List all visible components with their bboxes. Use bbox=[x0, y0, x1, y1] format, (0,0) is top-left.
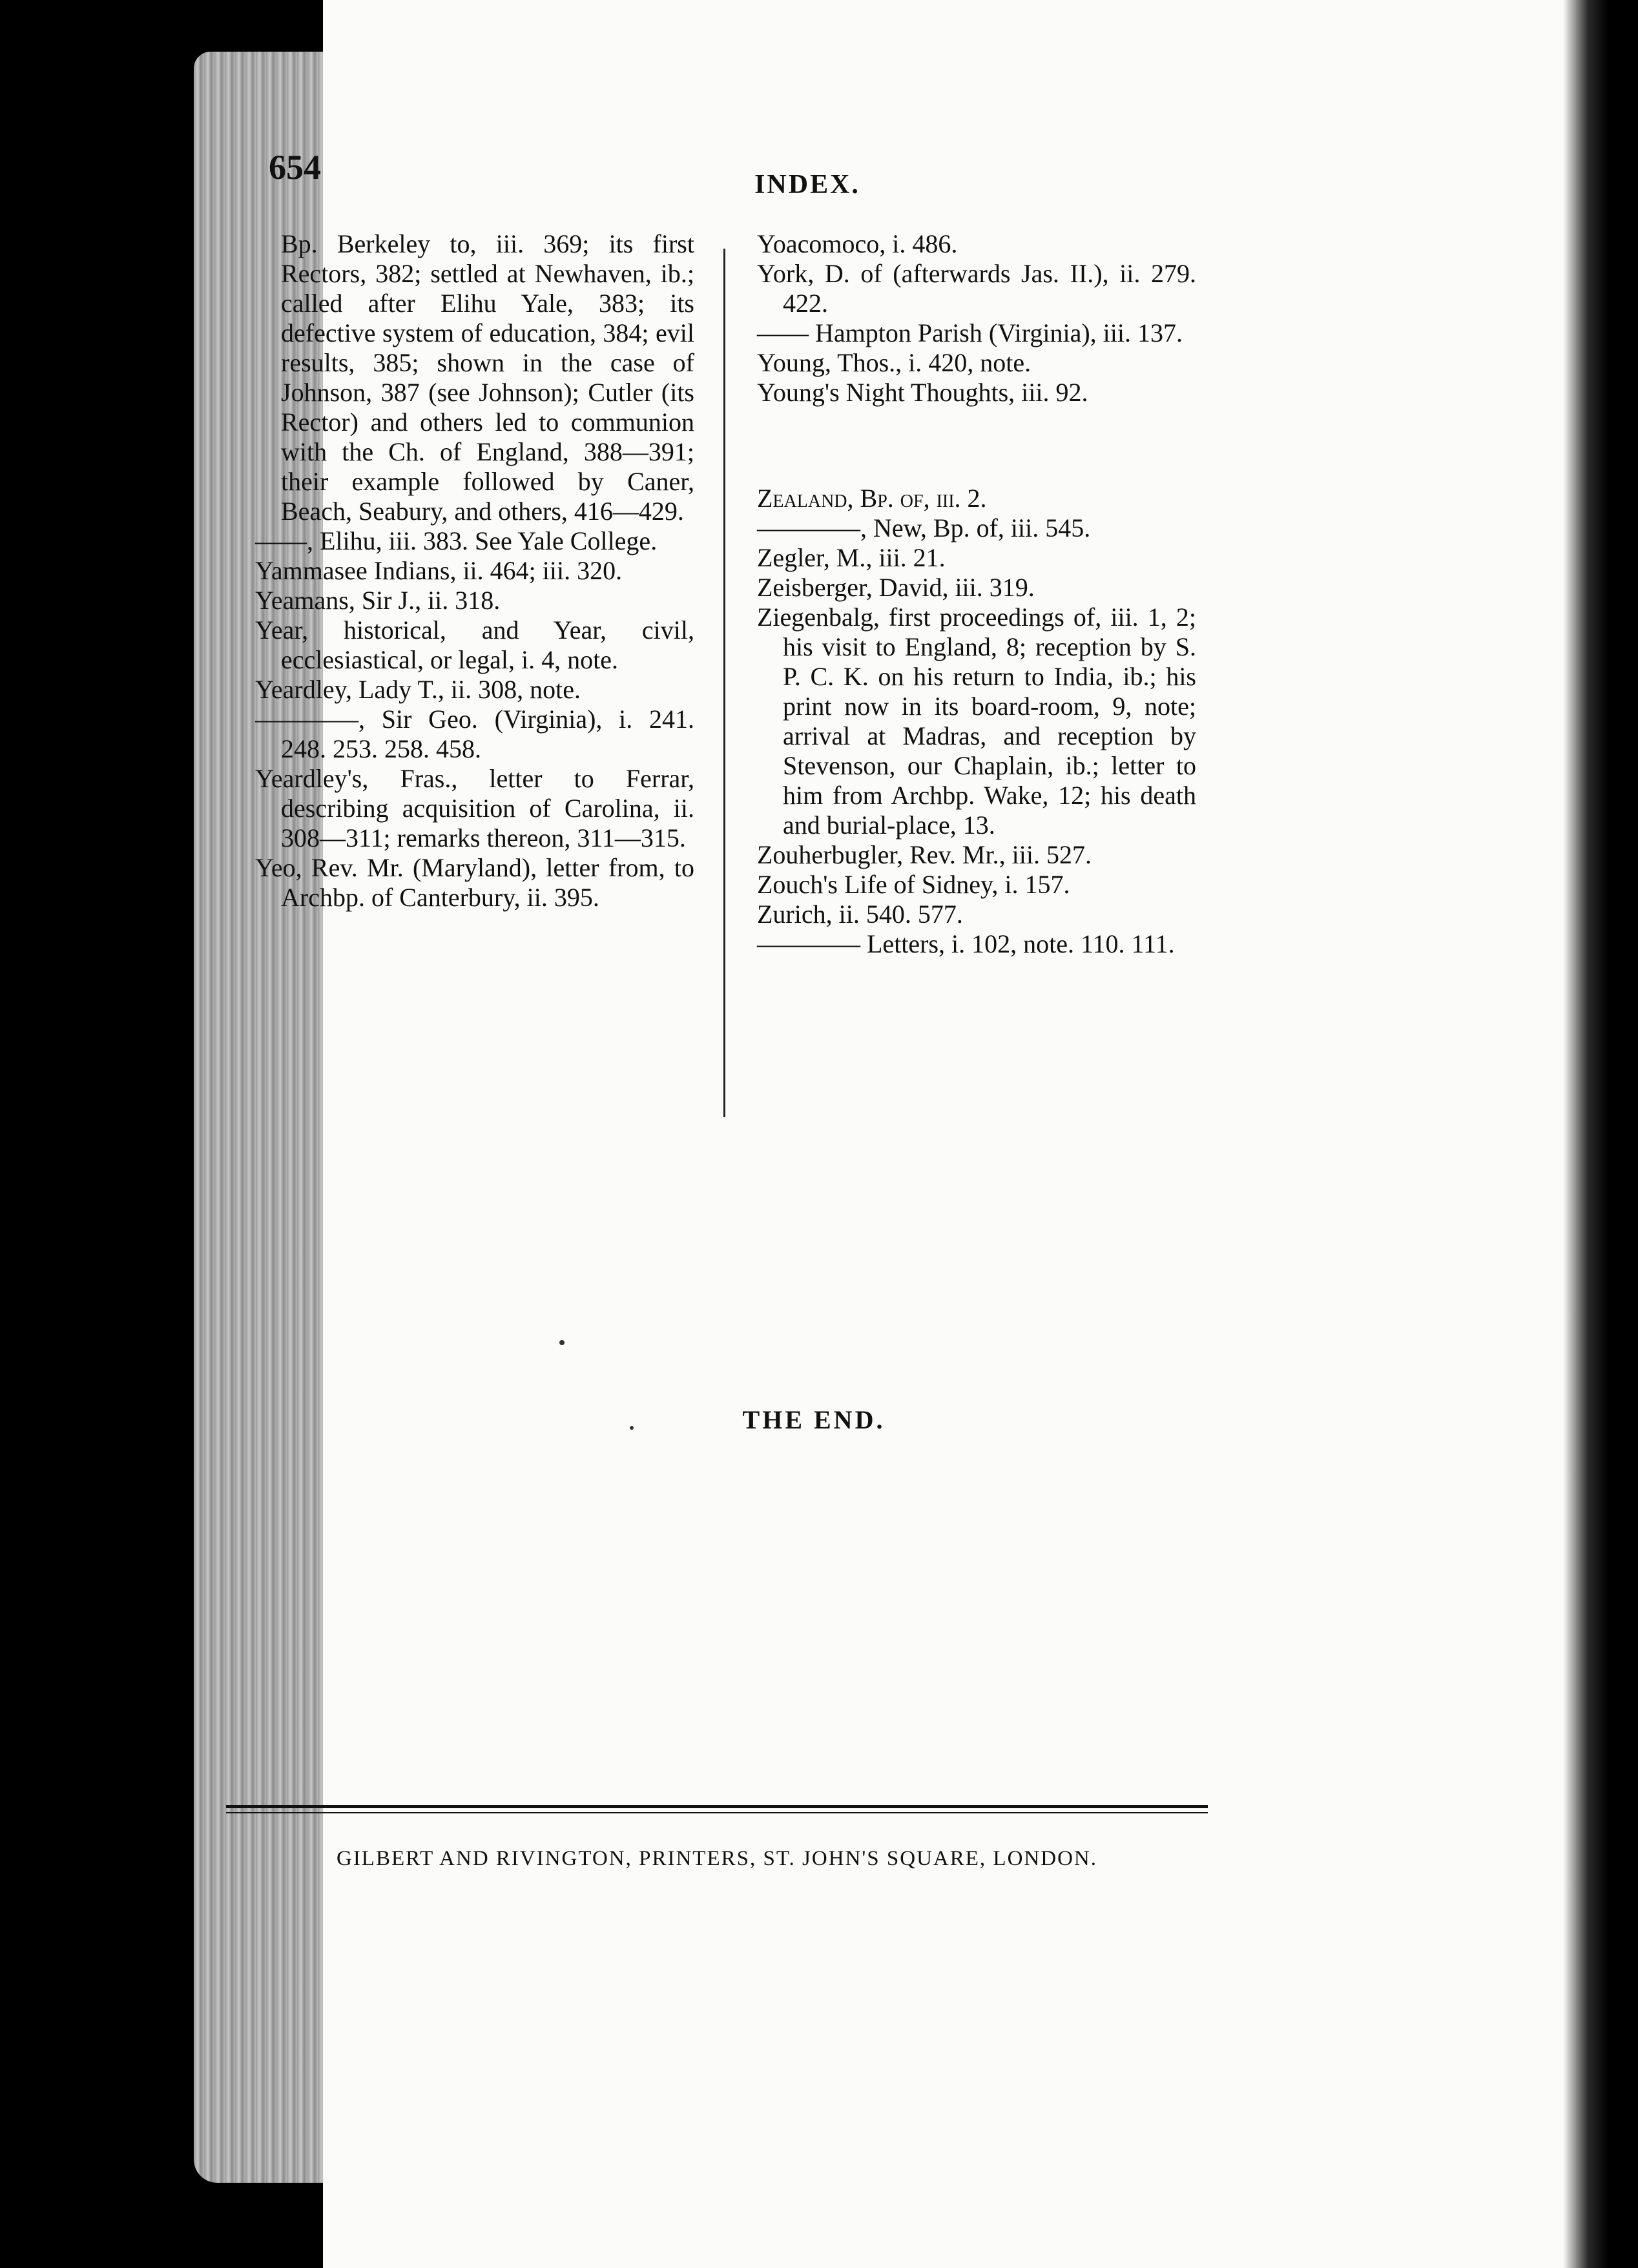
index-entry: Zouch's Life of Sidney, i. 157. bbox=[757, 870, 1070, 899]
end-text: THE END. bbox=[742, 1405, 886, 1434]
footer-rule bbox=[226, 1805, 1208, 1808]
index-entry: ————, New, Bp. of, iii. 545. bbox=[757, 513, 1091, 542]
printer-imprint: GILBERT AND RIVINGTON, PRINTERS, ST. JOHN'S SQUARE, LONDON. bbox=[336, 1847, 1097, 1870]
index-entry: ——, Elihu, iii. 383. See Yale College. bbox=[255, 526, 658, 555]
stray-mark bbox=[630, 1426, 634, 1430]
index-entry: Yeo, Rev. Mr. (Maryland), letter from, to Archbp. of Canterbury, ii. 395. bbox=[255, 853, 694, 912]
index-entry: Yoacomoco, i. 486. bbox=[757, 229, 958, 258]
index-entry: Year, historical, and Year, civil, ecclesiastical, or legal, i. 4, note. bbox=[255, 615, 694, 674]
stray-mark bbox=[559, 1340, 565, 1345]
column-divider bbox=[723, 249, 725, 1117]
index-entry: —— Hampton Parish (Virginia), iii. 137. bbox=[757, 318, 1183, 347]
index-entry: Zegler, M., iii. 21. bbox=[757, 543, 946, 572]
index-entry: Yeamans, Sir J., ii. 318. bbox=[255, 586, 501, 615]
index-entry: York, D. of (afterwards Jas. II.), ii. 279. 422. bbox=[757, 259, 1196, 318]
index-entry: Zeisberger, David, iii. 319. bbox=[757, 573, 1035, 602]
section-gap bbox=[757, 407, 1196, 484]
index-entry: Young, Thos., i. 420, note. bbox=[757, 348, 1032, 377]
index-column-right bbox=[757, 229, 1196, 959]
index-column-left bbox=[255, 229, 694, 912]
footer-rule bbox=[226, 1812, 1208, 1813]
index-entry: Ziegenbalg, first proceedings of, iii. 1, 2; his visit to England, 8; reception by S. P. C. K. on his return to India, ib.; his print now in its board-room, 9, note; arrival at Madras, and reception by Stevenson, our Chaplain, ib.; letter to him from Archbp. Wake, 12; his death and burial-place, 13. bbox=[757, 603, 1196, 840]
index-entry: Zouherbugler, Rev. Mr., iii. 527. bbox=[757, 840, 1092, 869]
spine-shadow bbox=[1563, 0, 1608, 2268]
index-entry: Zurich, ii. 540. 577. bbox=[757, 900, 963, 929]
page-title: INDEX. bbox=[754, 170, 860, 200]
index-entry: Yeardley's, Fras., letter to Ferrar, describing acquisition of Carolina, ii. 308—311; remarks thereon, 311—315. bbox=[255, 764, 694, 852]
index-entry: Zealand, Bp. of, iii. 2. bbox=[757, 484, 987, 513]
index-entry: Yeardley, Lady T., ii. 308, note. bbox=[255, 675, 581, 704]
index-entry: Bp. Berkeley to, iii. 369; its first Rectors, 382; settled at Newhaven, ib.; called after Elihu Yale, 383; its defective system of education, 384; evil results, 385; shown in the case of Johnson, 387 (see Johnson); Cutler (its Rector) and others led to communion with the Ch. of England, 388—391; their example followed by Caner, Beach, Seabury, and others, 416—429. bbox=[281, 229, 694, 526]
index-entry: Young's Night Thoughts, iii. 92. bbox=[757, 378, 1088, 407]
index-entry: ———— Letters, i. 102, note. 110. 111. bbox=[757, 929, 1175, 958]
index-entry: Yammasee Indians, ii. 464; iii. 320. bbox=[255, 556, 623, 585]
page-number: 654 bbox=[269, 148, 321, 187]
index-entry: ————, Sir Geo. (Virginia), i. 241. 248. 253. 258. 458. bbox=[255, 705, 694, 763]
